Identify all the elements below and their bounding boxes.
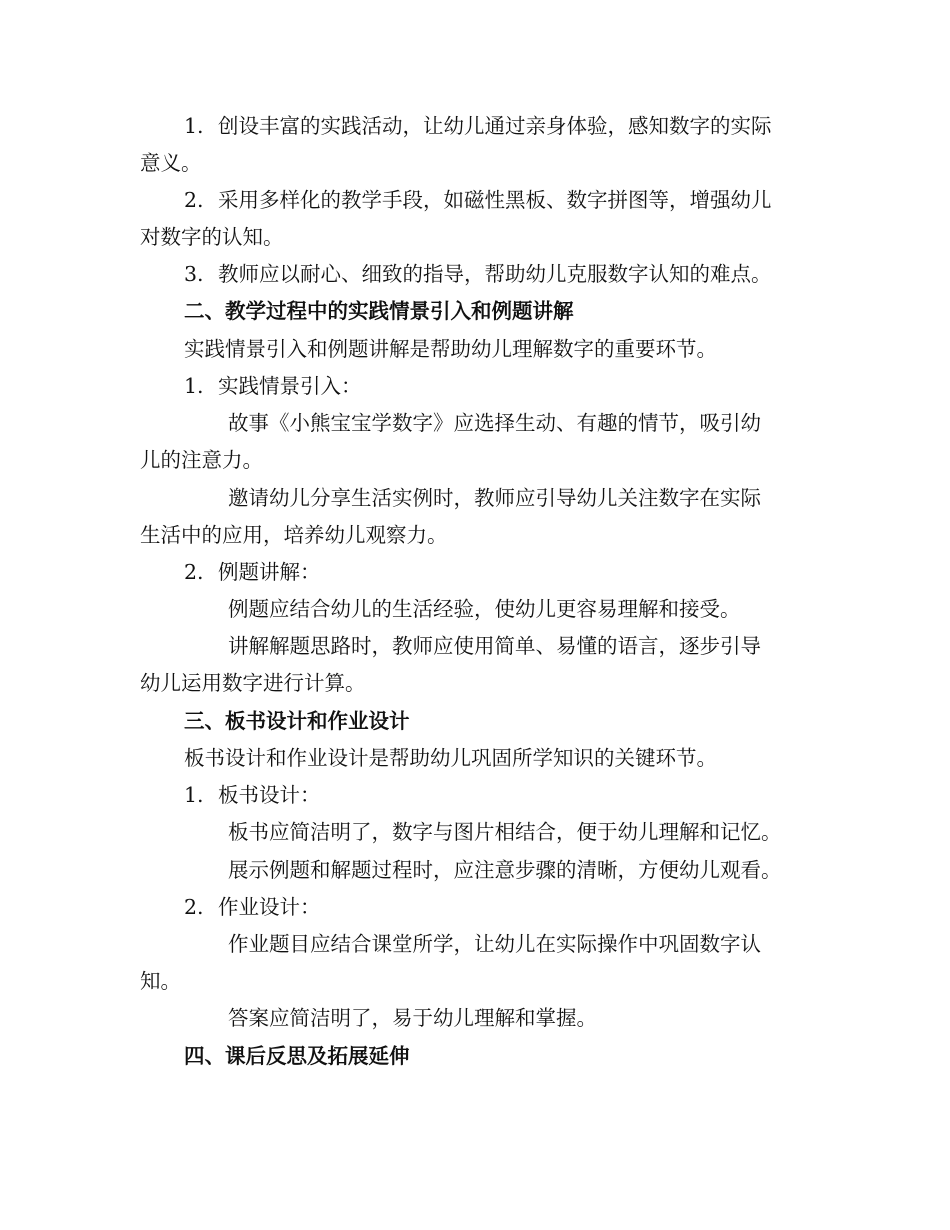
section-2-sub1-p1-line2: 儿的注意力。 bbox=[140, 448, 263, 472]
section-2-sub1-p2-line2: 生活中的应用，培养幼儿观察力。 bbox=[140, 523, 448, 547]
list-item-number: 2. bbox=[184, 560, 204, 584]
list-item-number: 1. bbox=[184, 374, 204, 398]
section-3-intro: 板书设计和作业设计是帮助幼儿巩固所学知识的关键环节。 bbox=[184, 746, 717, 770]
list-item-1-line2: 意义。 bbox=[140, 151, 202, 175]
section-3-sub2-p1-line1: 作业题目应结合课堂所学，让幼儿在实际操作中巩固数字认 bbox=[228, 932, 761, 956]
list-item-text: 创设丰富的实践活动，让幼儿通过亲身体验，感知数字的实际 bbox=[218, 114, 772, 138]
section-2-sub1-title bbox=[184, 372, 362, 400]
section-2-sub1-p1-line1: 故事《小熊宝宝学数字》应选择生动、有趣的情节，吸引幼 bbox=[228, 411, 761, 435]
section-3-sub1-p2: 展示例题和解题过程时，应注意步骤的清晰，方便幼儿观看。 bbox=[228, 858, 782, 882]
list-item-number: 1. bbox=[184, 114, 204, 138]
section-3-sub2-p2: 答案应简洁明了，易于幼儿理解和掌握。 bbox=[228, 1006, 597, 1030]
list-item-number: 1. bbox=[184, 783, 204, 807]
subheading-text: 板书设计： bbox=[218, 783, 321, 807]
list-item-number: 2. bbox=[184, 895, 204, 919]
list-item-2-line1 bbox=[184, 186, 772, 214]
list-item-2-line2: 对数字的认知。 bbox=[140, 225, 284, 249]
section-2-sub1-p2-line1: 邀请幼儿分享生活实例时，教师应引导幼儿关注数字在实际 bbox=[228, 486, 761, 510]
section-2-sub2-p1: 例题应结合幼儿的生活经验，使幼儿更容易理解和接受。 bbox=[228, 597, 741, 621]
list-item-number: 2. bbox=[184, 188, 204, 212]
list-item-1-line1 bbox=[184, 112, 772, 140]
section-3-sub1-p1: 板书应简洁明了，数字与图片相结合，便于幼儿理解和记忆。 bbox=[228, 820, 782, 844]
list-item-text: 采用多样化的教学手段，如磁性黑板、数字拼图等，增强幼儿 bbox=[218, 188, 772, 212]
section-2-intro: 实践情景引入和例题讲解是帮助幼儿理解数字的重要环节。 bbox=[184, 337, 717, 361]
section-3-sub2-title bbox=[184, 893, 321, 921]
subheading-text: 实践情景引入： bbox=[218, 374, 362, 398]
subheading-text: 例题讲解： bbox=[218, 560, 321, 584]
section-heading-3: 三、板书设计和作业设计 bbox=[184, 709, 410, 733]
section-heading-2: 二、教学过程中的实践情景引入和例题讲解 bbox=[184, 299, 574, 323]
list-item-3-line1 bbox=[184, 260, 772, 288]
section-2-sub2-p2-line1: 讲解解题思路时，教师应使用简单、易懂的语言，逐步引导 bbox=[228, 634, 761, 658]
list-item-number: 3. bbox=[184, 262, 204, 286]
subheading-text: 作业设计： bbox=[218, 895, 321, 919]
section-heading-4: 四、课后反思及拓展延伸 bbox=[184, 1044, 410, 1068]
section-3-sub2-p1-line2: 知。 bbox=[140, 969, 181, 993]
section-2-sub2-p2-line2: 幼儿运用数字进行计算。 bbox=[140, 671, 366, 695]
section-2-sub2-title bbox=[184, 558, 321, 586]
list-item-text: 教师应以耐心、细致的指导，帮助幼儿克服数字认知的难点。 bbox=[218, 262, 772, 286]
section-3-sub1-title bbox=[184, 781, 321, 809]
